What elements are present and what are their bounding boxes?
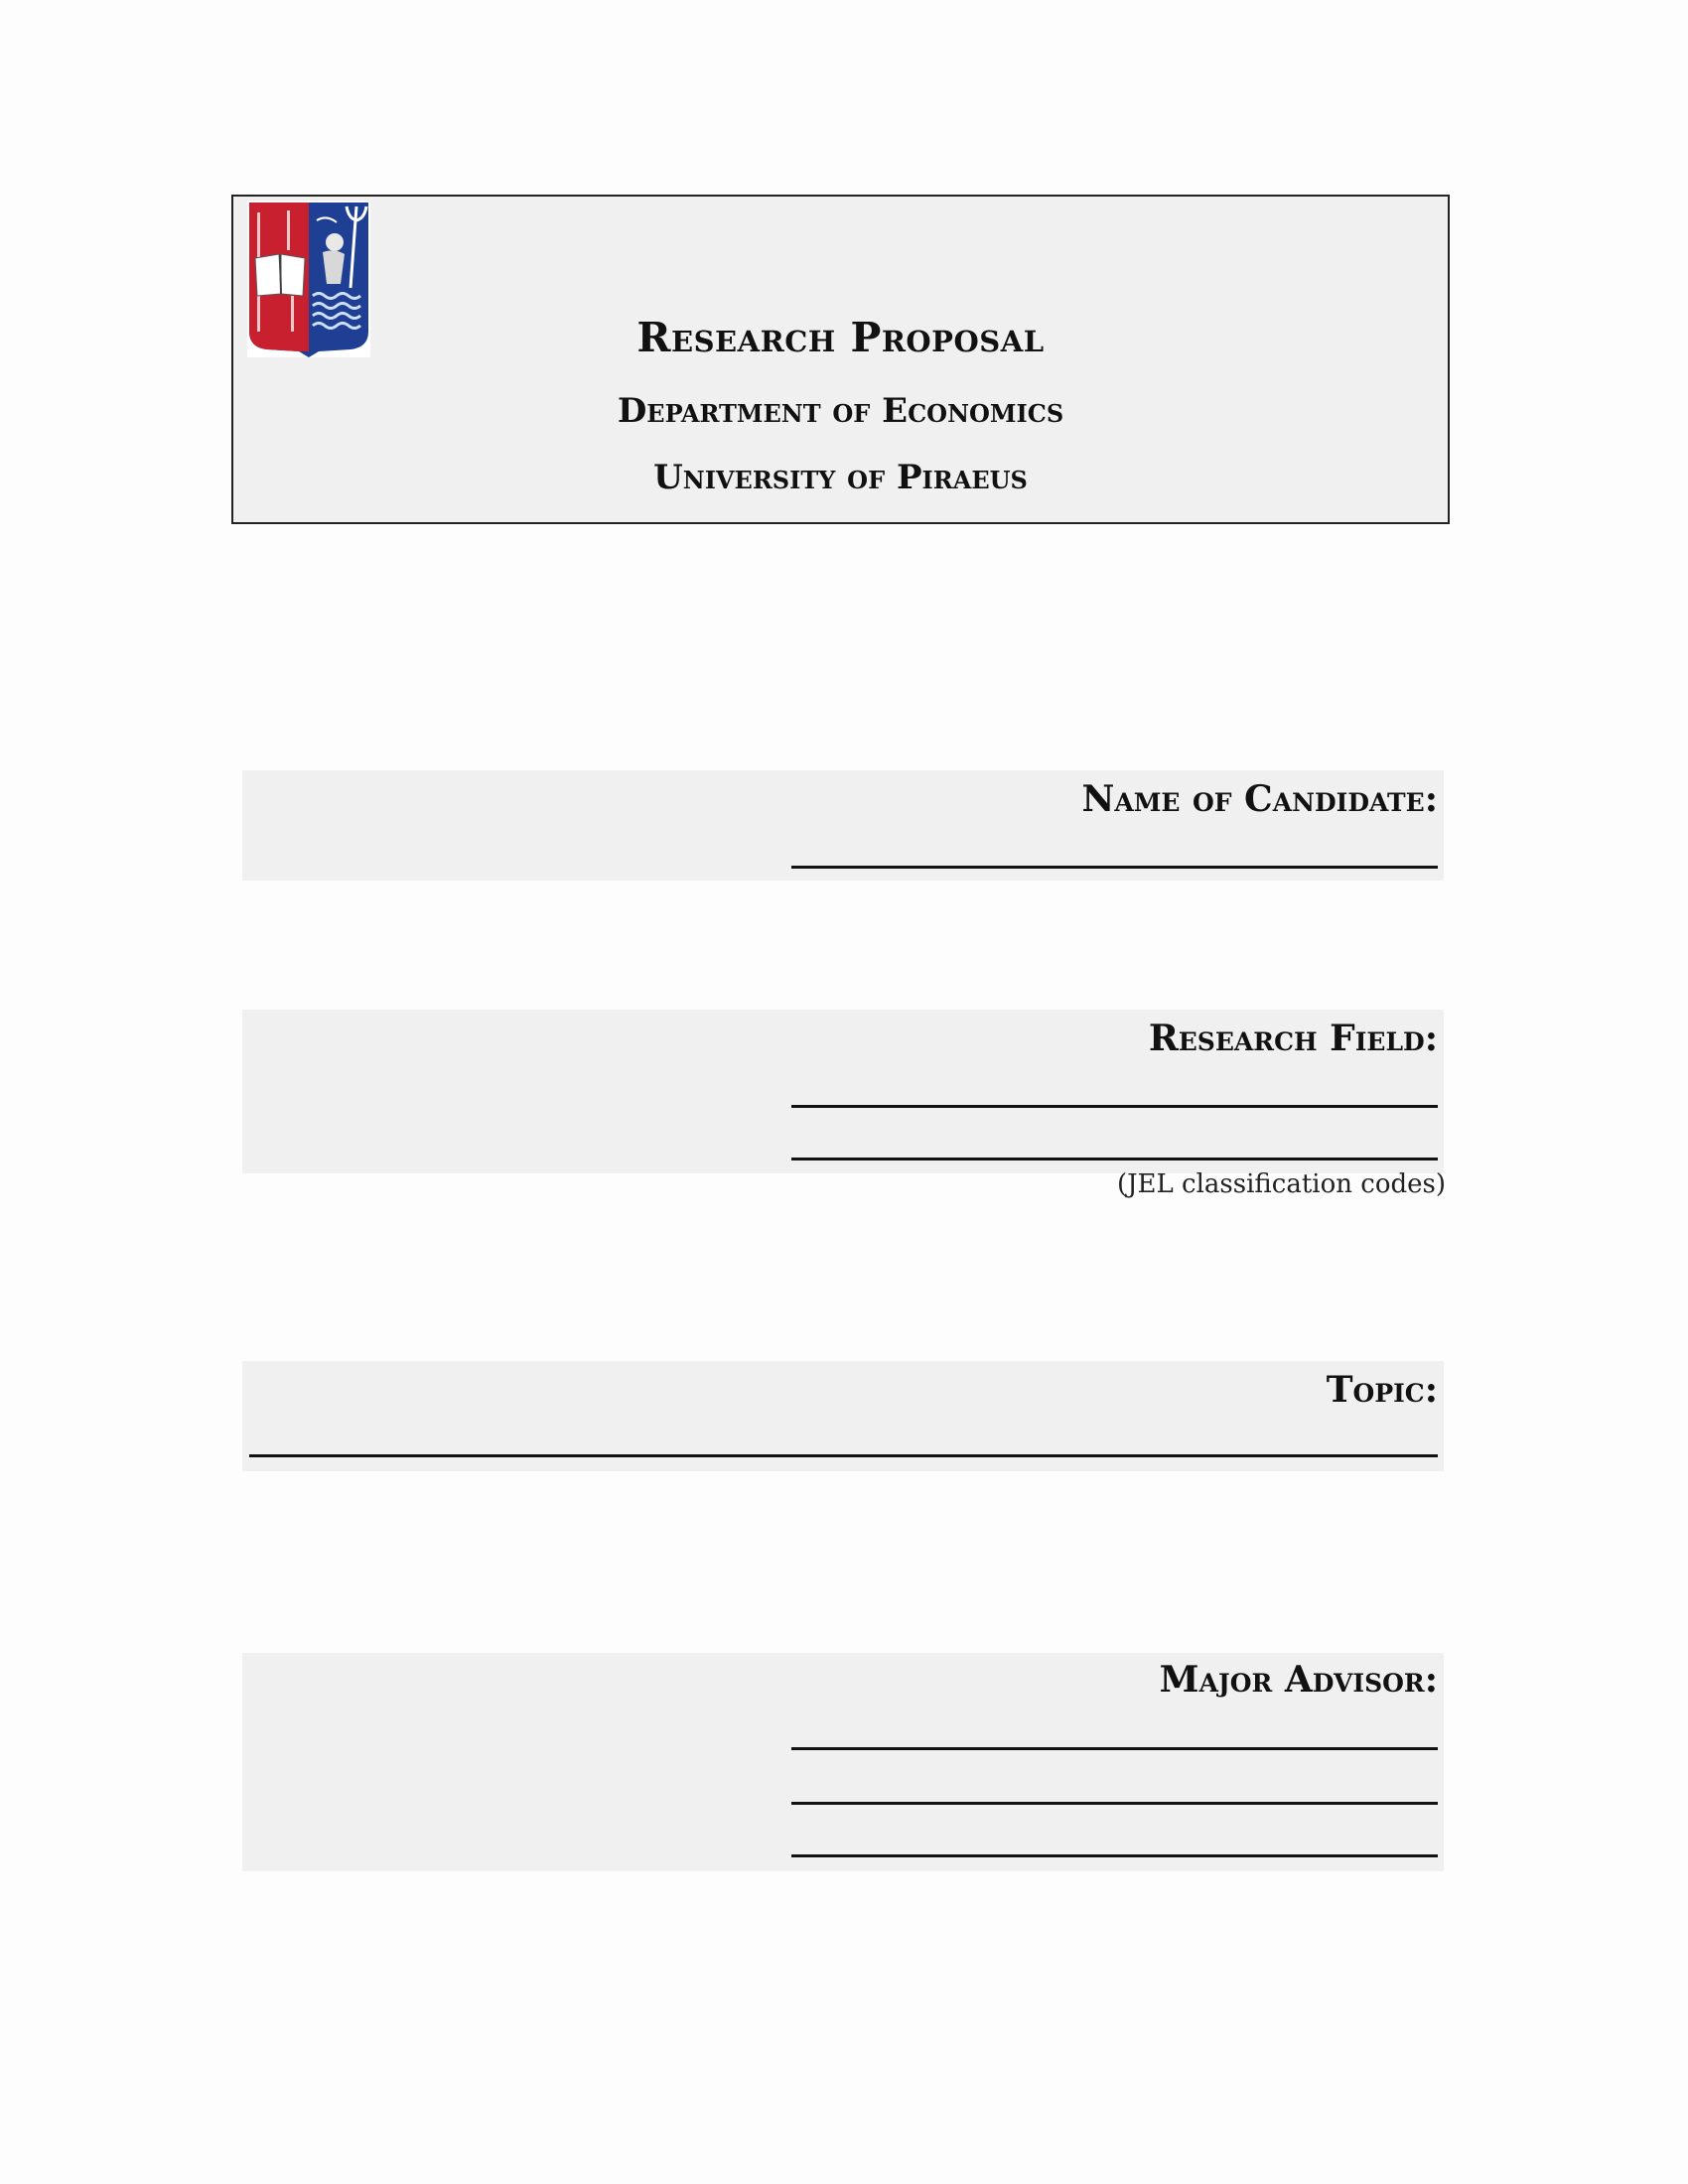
research-field-blank-line-1[interactable] (791, 1105, 1438, 1108)
research-field-label: Research Field: (1148, 1018, 1438, 1059)
research-field-blank-line-2[interactable] (791, 1158, 1438, 1160)
document-header (231, 195, 1450, 524)
candidate-section (242, 770, 1444, 881)
advisor-blank-line-2[interactable] (791, 1802, 1438, 1805)
topic-section (242, 1361, 1444, 1471)
advisor-section (242, 1653, 1444, 1871)
department-name: Department of Economics (617, 391, 1064, 431)
candidate-blank-line[interactable] (791, 866, 1438, 869)
university-name: University of Piraeus (653, 458, 1028, 497)
jel-hint: (JEL classification codes) (1116, 1169, 1446, 1199)
candidate-label: Name of Candidate: (1081, 778, 1438, 820)
advisor-blank-line-1[interactable] (791, 1747, 1438, 1750)
topic-label: Topic: (1326, 1369, 1438, 1411)
research-field-section (242, 1010, 1444, 1173)
document-title: Research Proposal (636, 314, 1045, 361)
topic-blank-line[interactable] (249, 1454, 1438, 1457)
advisor-label: Major Advisor: (1159, 1659, 1438, 1701)
advisor-blank-line-3[interactable] (791, 1854, 1438, 1857)
